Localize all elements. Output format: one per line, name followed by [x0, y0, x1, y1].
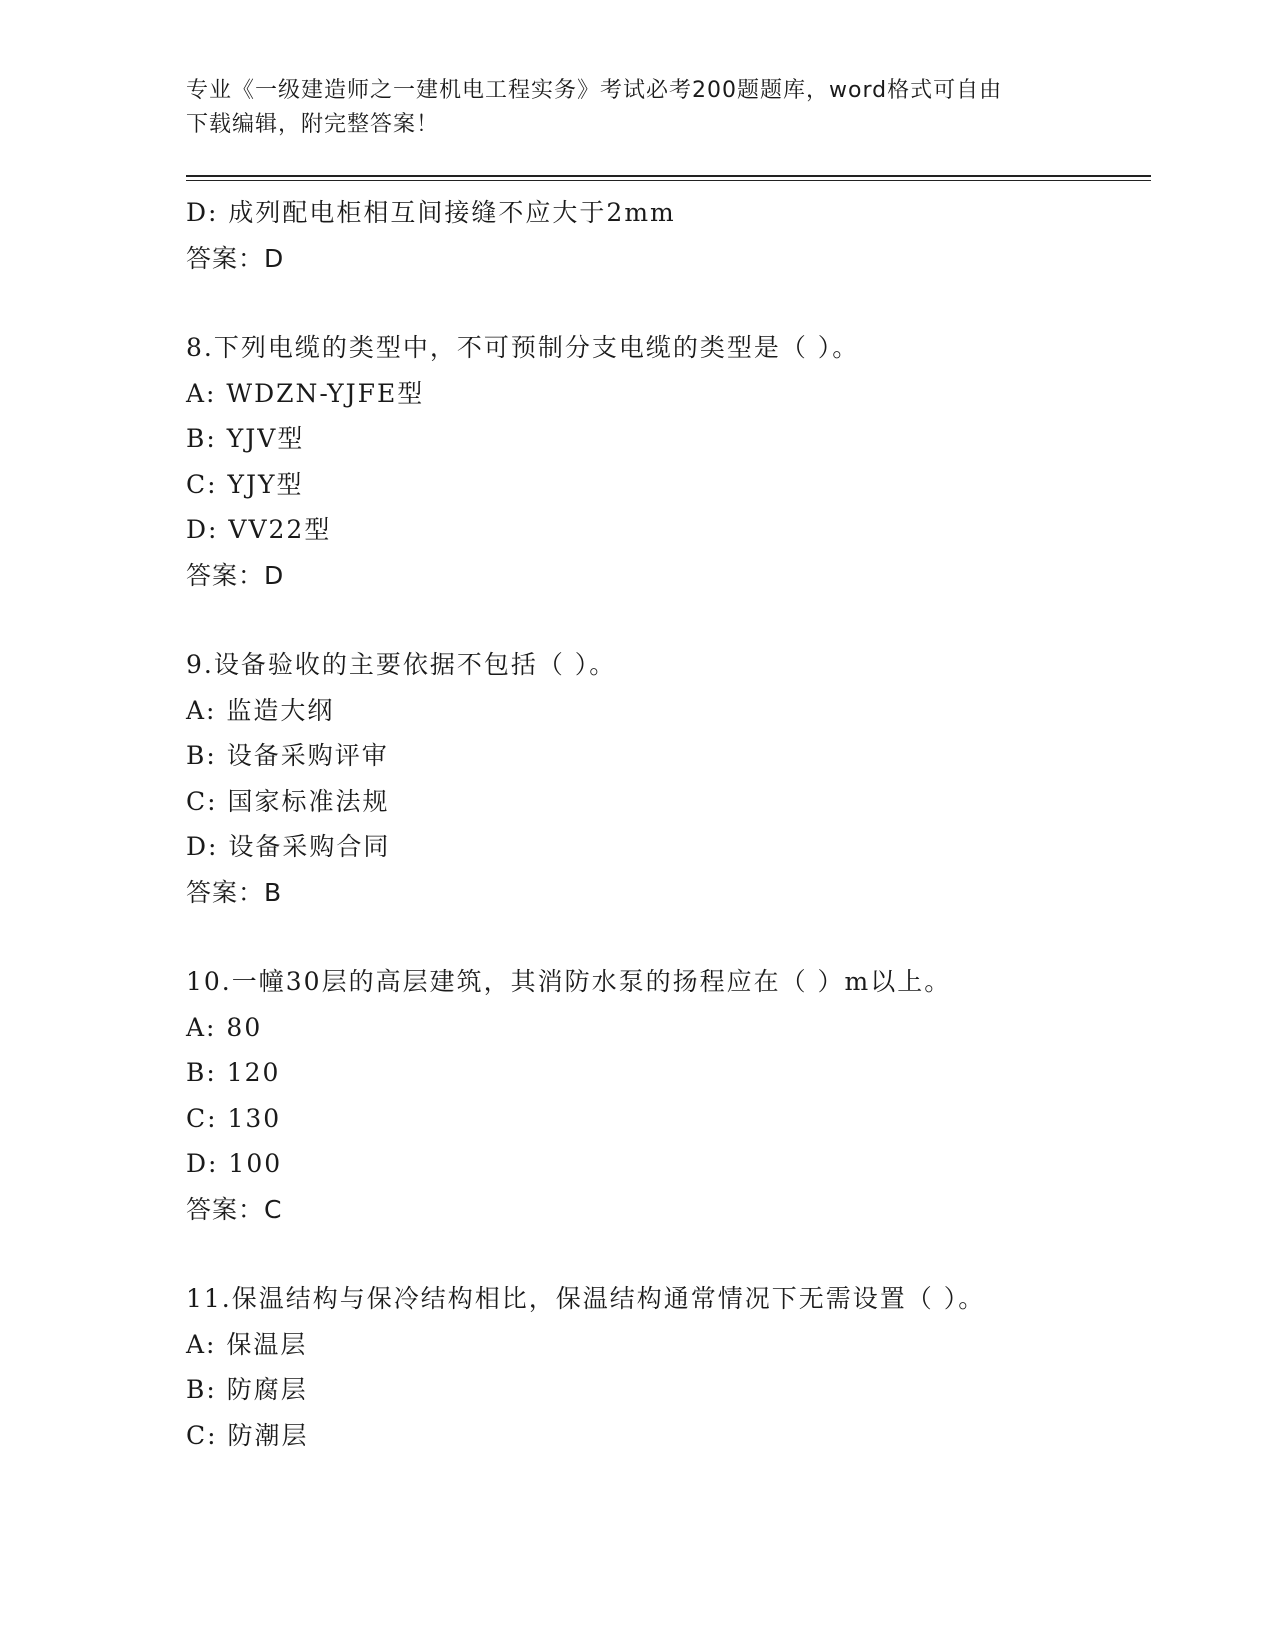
question-block-10 [186, 959, 1151, 1232]
question-text: 9.设备验收的主要依据不包括（ ）。 [186, 650, 617, 679]
header-divider-thick [186, 175, 1151, 177]
header-line-1: 专业《一级建造师之一建机电工程实务》考试必考200题题库，word格式可自由 [186, 78, 1003, 103]
option-a: A: 80 [186, 1012, 263, 1042]
option-b: B: 设备采购评审 [186, 741, 389, 770]
option-a: A: 保温层 [186, 1329, 308, 1359]
spacer [186, 1232, 1151, 1276]
question-list [186, 190, 1151, 1458]
option-d: D: 设备采购合同 [186, 832, 391, 861]
document-header [186, 74, 1086, 142]
option-c: C: 130 [186, 1103, 282, 1133]
header-divider-thin [186, 180, 1151, 181]
option-b: B: 120 [186, 1058, 281, 1087]
option-b: B: YJV型 [186, 424, 305, 453]
header-line-2: 下载编辑，附完整答案！ [186, 112, 440, 137]
option-a: A: 监造大纲 [186, 695, 335, 725]
answer: 答案：C [186, 1194, 283, 1224]
option-d: D: 100 [186, 1149, 283, 1178]
spacer [186, 598, 1151, 642]
answer: 答案：B [186, 877, 283, 907]
question-block-11 [186, 1276, 1151, 1458]
question-text: 11.保温结构与保冷结构相比，保温结构通常情况下无需设置（ ）。 [186, 1284, 986, 1313]
option-b: B: 防腐层 [186, 1375, 308, 1404]
option-d: D: VV22型 [186, 515, 332, 544]
option-c: C: 防潮层 [186, 1420, 309, 1450]
answer: 答案：D [186, 243, 285, 273]
option-d: D: 成列配电柜相互间接缝不应大于2mm [186, 198, 676, 227]
question-block-8 [186, 325, 1151, 598]
question-block-9 [186, 642, 1151, 915]
question-text: 10.一幢30层的高层建筑，其消防水泵的扬程应在（ ）m以上。 [186, 967, 952, 996]
spacer [186, 915, 1151, 959]
spacer [186, 281, 1151, 325]
answer: 答案：D [186, 560, 285, 590]
option-c: C: 国家标准法规 [186, 786, 390, 816]
option-c: C: YJY型 [186, 469, 304, 499]
question-text: 8.下列电缆的类型中，不可预制分支电缆的类型是（ ）。 [186, 333, 860, 362]
option-a: A: WDZN-YJFE型 [186, 378, 425, 408]
